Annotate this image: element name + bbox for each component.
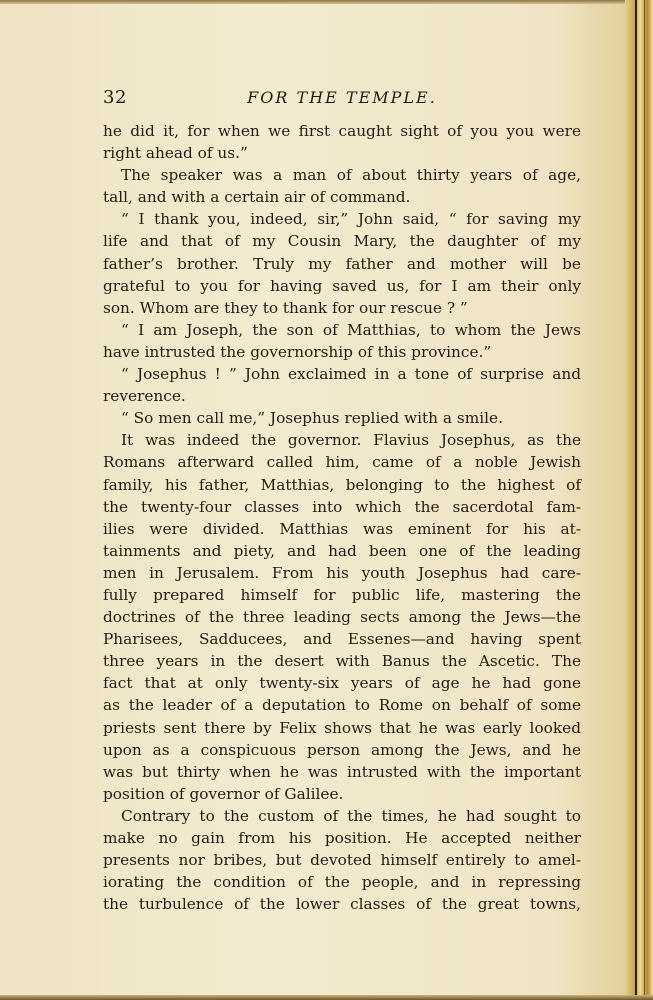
text-line: “ So men call me,” Josephus replied with a smile. xyxy=(121,409,503,428)
text-line: tall, and with a certain air of command. xyxy=(103,188,411,207)
text-line: right ahead of us.” xyxy=(103,144,248,163)
text-line: position of governor of Galilee. xyxy=(103,784,344,803)
top-edge-rule xyxy=(0,0,653,4)
text-line: grateful to you for having saved us, for I am their only xyxy=(103,276,581,295)
bottom-edge-rule xyxy=(0,995,653,1000)
text-line: reverence. xyxy=(103,387,186,406)
text-line: iorating the condition of the people, and in repressing xyxy=(103,873,581,892)
text-line: men in Jerusalem. From his youth Josephus had care- xyxy=(103,563,581,582)
text-line: Romans afterward called him, came of a noble Jewish xyxy=(103,453,581,472)
text-line: tainments and piety, and had been one of the leading xyxy=(103,541,581,560)
page-number: 32 xyxy=(103,87,127,108)
text-line: father’s brother. Truly my father and mother will be xyxy=(103,254,581,273)
text-line: life and that of my Cousin Mary, the daughter of my xyxy=(103,232,581,251)
body-text xyxy=(103,120,581,915)
text-line: “ I am Joseph, the son of Matthias, to whom the Jews xyxy=(121,320,581,339)
text-line: fact that at only twenty-six years of age he had gone xyxy=(103,674,581,693)
spine-binding-line-outer xyxy=(644,0,645,1000)
text-line: fully prepared himself for public life, mastering the xyxy=(103,585,581,604)
text-line: as the leader of a deputation to Rome on behalf of some xyxy=(103,696,581,715)
text-line: “ Josephus ! ” John exclaimed in a tone of surprise and xyxy=(121,365,581,384)
text-line: The speaker was a man of about thirty years of age, xyxy=(121,166,581,185)
text-line: he did it, for when we first caught sight of you you were xyxy=(103,122,581,140)
text-line: Contrary to the custom of the times, he had sought to xyxy=(121,806,581,825)
text-line: three years in the desert with Banus the Ascetic. The xyxy=(103,652,581,671)
text-line: upon as a conspicuous person among the Jews, and he xyxy=(103,740,581,759)
text-line: son. Whom are they to thank for our rescue ? ” xyxy=(103,298,468,317)
page-header xyxy=(103,87,581,111)
text-line: Pharisees, Sadducees, and Essenes—and having spent xyxy=(103,630,581,649)
spine-binding-line xyxy=(635,0,637,1000)
text-line: family, his father, Matthias, belonging to the highest of xyxy=(103,475,581,494)
text-line: ilies were divided. Matthias was eminent for his at- xyxy=(103,519,581,538)
text-line: the turbulence of the lower classes of the great towns, xyxy=(103,895,581,914)
text-line: the twenty-four classes into which the sacerdotal fam- xyxy=(103,497,581,516)
text-line: It was indeed the governor. Flavius Josephus, as the xyxy=(121,431,581,450)
text-line: doctrines of the three leading sects among the Jews—the xyxy=(103,608,581,627)
text-line: was but thirty when he was intrusted with the important xyxy=(103,762,581,781)
text-line: “ I thank you, indeed, sir,” John said, “ for saving my xyxy=(121,210,581,229)
text-line: make no gain from his position. He accepted neither xyxy=(103,829,581,847)
text-line: have intrusted the governorship of this province.” xyxy=(103,342,492,361)
text-line: priests sent there by Felix shows that he was early looked xyxy=(103,718,581,737)
running-title: FOR THE TEMPLE. xyxy=(247,88,437,107)
text-line: presents nor bribes, but devoted himself entirely to amel- xyxy=(103,851,581,870)
gilt-spine-edge xyxy=(625,0,653,1000)
